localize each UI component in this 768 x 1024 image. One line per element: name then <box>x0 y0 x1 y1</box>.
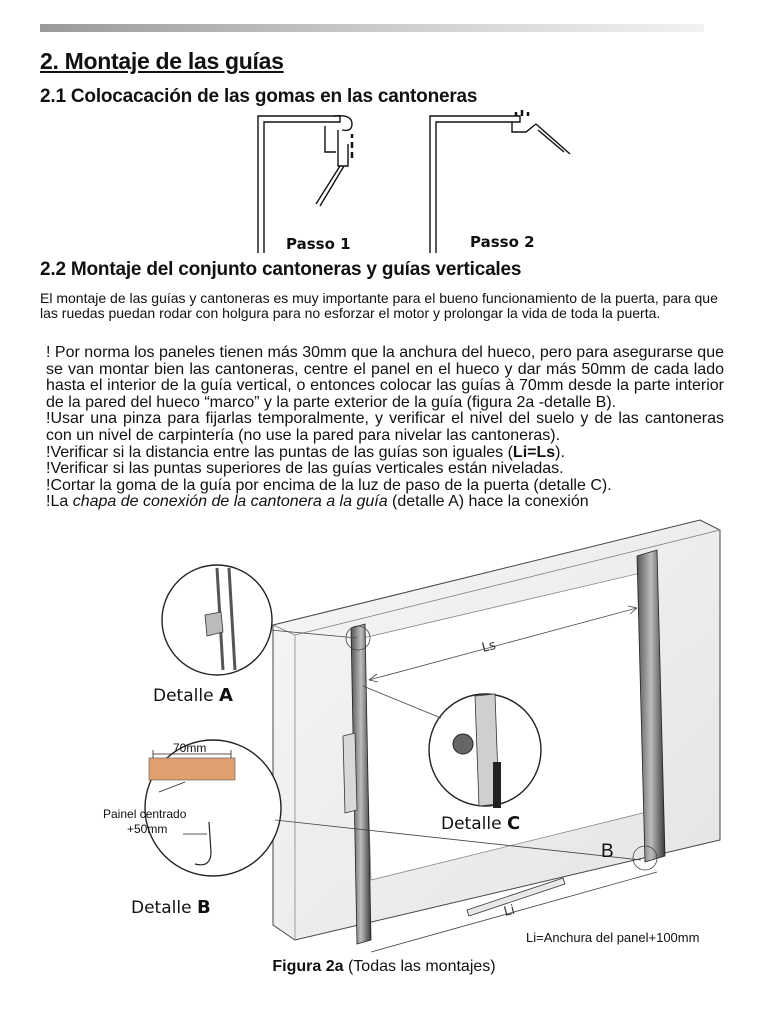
warning-text: (detalle A) hace la conexión <box>387 493 589 511</box>
subsection-title-2-2: 2.2 Montaje del conjunto cantoneras y guías verticales <box>40 259 522 280</box>
figure-caption <box>0 958 768 976</box>
caption-text: (Todas las montajes) <box>343 958 496 975</box>
detalle-a-label <box>153 685 233 706</box>
figure-2a-illustration <box>103 520 745 950</box>
detalle-letter: A <box>218 685 233 706</box>
caption-label: Figura 2a <box>272 958 344 975</box>
detalle-word: Detalle <box>153 686 214 706</box>
detalle-word: Detalle <box>441 814 502 834</box>
li-label: Li <box>502 902 517 920</box>
passo-1-label: Passo 1 <box>286 235 351 253</box>
warnings-list <box>42 345 724 511</box>
warning-item: ! Por norma los paneles tienen más 30mm que la anchura del hueco, pero para asegurarse que se van montar bien las cantoneras, centre el panel en el hueco y dar más 50mm de cada lado hasta el interior de la guía vertical, o entonces colocar las guías à 70mm desde la parte interior de la pared del hueco “marco” y la parte exterior de la guía (figura 2a -detalle B). <box>46 344 724 411</box>
warning-item: !Cortar la goma de la guía por encima de la luz de paso de la puerta (detalle C). <box>46 476 612 494</box>
detalle-word: Detalle <box>131 898 192 918</box>
section-title: 2. Montaje de las guías <box>40 48 284 74</box>
b-marker: B <box>601 841 614 862</box>
warning-emphasis: Li=Ls <box>512 443 556 461</box>
detalle-letter: B <box>196 897 211 918</box>
dim-70mm: 70mm <box>173 741 207 755</box>
warning-text: !La <box>46 493 73 511</box>
detalle-b-label <box>131 897 211 918</box>
ls-label: Ls <box>480 637 498 656</box>
subsection-title-2-1: 2.1 Colocacación de las gomas en las cantoneras <box>40 86 478 107</box>
panel-text-2: +50mm <box>127 822 168 836</box>
panel-text-1: Painel centrado <box>103 807 187 821</box>
warning-item: !Usar una pinza para fijarlas temporalmente, y verificar el nivel del suelo y de las cantoneras con un nivel de carpintería (no use la pared para nivelar las cantoneras). <box>46 410 724 444</box>
warning-text: ). <box>555 443 565 461</box>
warning-item: !Verificar si las puntas superiores de las guías verticales están niveladas. <box>46 460 564 478</box>
warning-item <box>42 445 724 462</box>
detalle-c-label <box>441 813 520 834</box>
warning-item <box>42 494 724 511</box>
li-note: Li=Anchura del panel+100mm <box>526 930 700 945</box>
passo-diagrams <box>240 108 600 258</box>
intro-paragraph: El montaje de las guías y cantoneras es muy importante para el bueno funcionamiento de la puerta, para que las ruedas puedan rodar con holgura para no esforzar el motor y prolongar la vida de toda la puerta. <box>40 290 718 321</box>
header-rule <box>40 24 704 32</box>
detalle-letter: C <box>506 813 521 834</box>
passo-2-label: Passo 2 <box>470 233 535 251</box>
warning-italic: chapa de conexión de la cantonera a la guía <box>72 493 388 511</box>
warning-text: !Verificar si la distancia entre las puntas de las guías son iguales ( <box>46 443 513 461</box>
